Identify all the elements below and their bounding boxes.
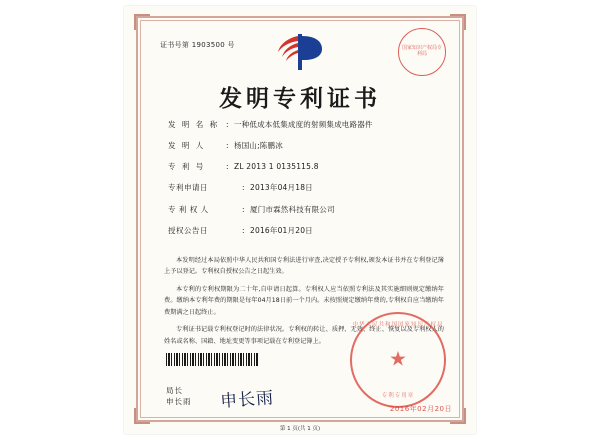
corner-ornament-bottom-left — [134, 408, 150, 424]
field-value: 2016年01月20日 — [250, 225, 313, 235]
field-separator: : — [226, 162, 229, 172]
signature-title-line2: 申长雨 — [166, 397, 192, 407]
patent-certificate-sheet — [124, 6, 476, 434]
signature-block — [166, 385, 192, 408]
field-separator: : — [226, 120, 229, 129]
document-title: 发明专利证书 — [219, 85, 381, 112]
field-label: 授权公告日 — [168, 225, 208, 235]
field-separator: : — [226, 141, 229, 151]
star-icon: ★ — [389, 346, 407, 371]
field-separator: : — [242, 204, 245, 214]
field-label: 专利申请日 — [168, 183, 208, 193]
field-value: 厦门市霖然科技有限公司 — [250, 204, 335, 214]
field-list — [168, 120, 442, 247]
seal-ring-bottom-text: 专利专用章 — [381, 393, 415, 399]
field-row-patent-number — [168, 162, 442, 172]
field-separator: : — [242, 225, 245, 235]
seal-date: 2016年02月20日 — [389, 405, 452, 413]
field-label: 发 明 名 称 — [168, 120, 220, 129]
field-row-inventor — [168, 141, 442, 151]
field-row-application-date — [168, 183, 442, 193]
field-row-patentee — [168, 205, 442, 215]
national-seal — [350, 312, 446, 408]
field-label: 发 明 人 — [168, 141, 206, 151]
field-value: 2013年04月18日 — [250, 183, 313, 193]
legal-paragraph: 本专利的专利权期限为二十年,自申请日起算。专利权人应当依照专利法及其实施细则规定缴纳年费。缴纳本专利年费的期限是每年04月18日前一个月内。未按照规定缴纳年费的,专利权自应当缴纳年费期满之日起终止。 — [164, 285, 444, 316]
corner-ornament-top-right — [450, 14, 466, 30]
field-separator: : — [242, 183, 245, 193]
seal-ring-top-text: 中华人民共和国国家知识产权局 — [352, 322, 444, 328]
corner-ornament-bottom-right — [450, 408, 466, 424]
signature-title-line1: 局长 — [166, 385, 183, 395]
field-value: ZL 2013 1 0135115.8 — [234, 162, 319, 172]
field-value: 一种低成本低集成度的射频集成电路器件 — [234, 120, 373, 129]
certificate-number: 证书号第 1903500 号 — [160, 41, 235, 49]
sipo-logo-icon — [268, 30, 332, 74]
legal-paragraph: 专利证书记载专利权登记时的法律状况。专利权的转让、质押、无效、终止、恢复以及专利权人的姓名或名称、国籍、地址变更等事项记载在专利登记簿上。 — [164, 326, 444, 345]
field-row-grant-date — [168, 226, 442, 236]
field-row-invention-name — [168, 120, 442, 130]
page-footer: 第 1 页(共 1 页) — [279, 426, 321, 432]
field-label: 专 利 权 人 — [168, 204, 209, 214]
corner-ornament-top-left — [134, 14, 150, 30]
field-value: 杨国山;陈鹏冰 — [234, 141, 283, 151]
top-right-seal: 国家知识产权局专利局 — [398, 28, 446, 76]
handwritten-signature: 申长雨 — [219, 388, 275, 412]
legal-paragraph: 本发明经过本局依照中华人民共和国专利法进行审查,决定授予专利权,颁发本证书并在专利登记簿上予以登记。专利权自授权公告之日起生效。 — [164, 257, 444, 276]
barcode — [166, 353, 258, 366]
field-label: 专 利 号 — [168, 162, 206, 172]
